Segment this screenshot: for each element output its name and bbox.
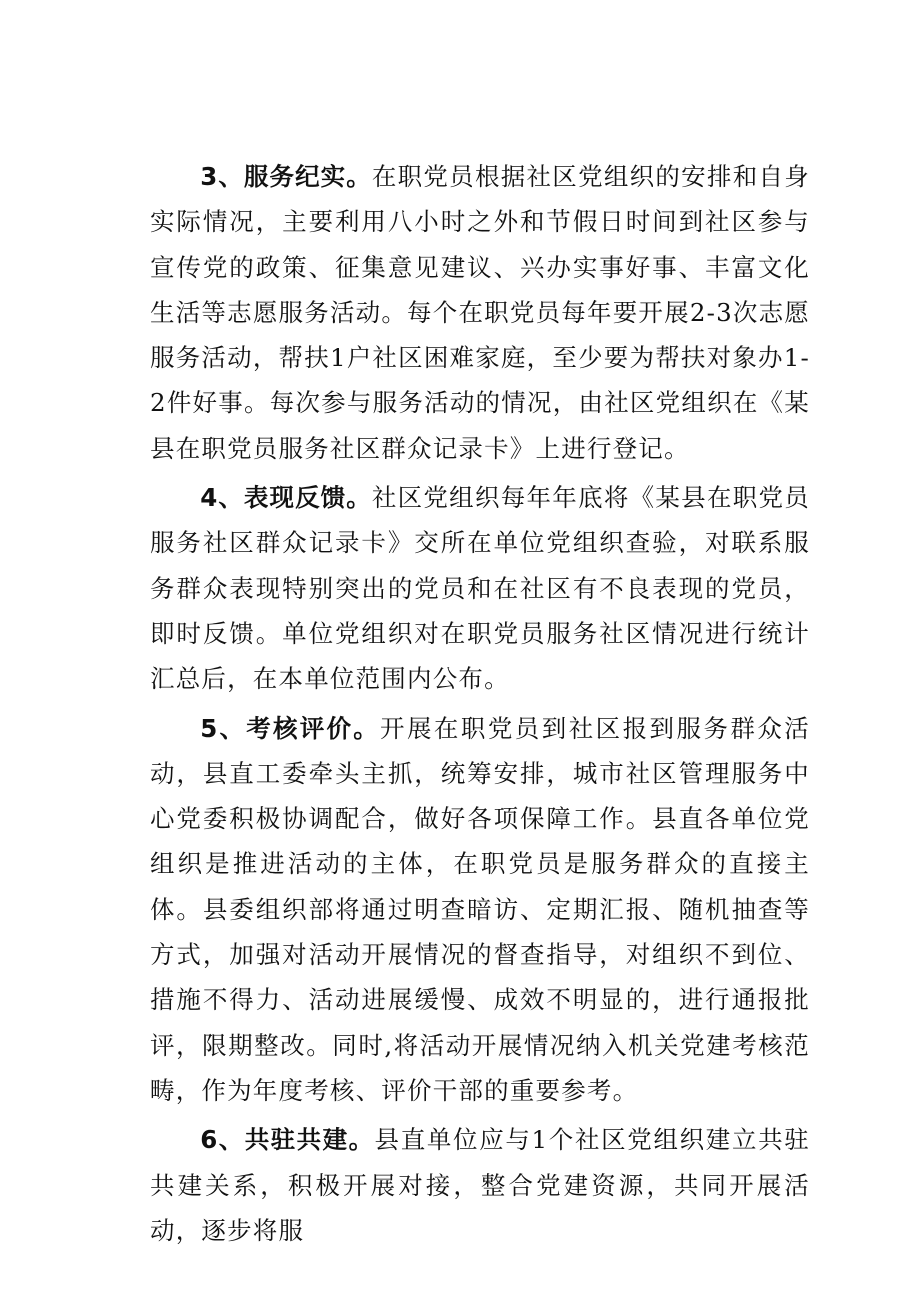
- paragraph-assessment: [150, 706, 810, 1114]
- paragraph-text: 社区党组织每年年底将《某县在职党员服务社区群众记录卡》交所在单位党组织查验，对联系服务群众表现特别突出的党员和在社区有不良表现的党员，即时反馈。单位党组织对在职党员服务社区情况进行统计汇总后，在本单位范围内公布。: [150, 483, 810, 694]
- paragraph-heading: 4、表现反馈。: [200, 483, 372, 513]
- paragraph-text: 县直单位应与1个社区党组织建立共驻共建关系，积极开展对接，整合党建资源，共同开展活动，逐步将服: [150, 1125, 811, 1245]
- paragraph-service-record: [150, 154, 810, 471]
- paragraph-heading: 3、服务纪实。: [200, 162, 372, 191]
- document-body: [150, 154, 810, 1257]
- paragraph-text: 在职党员根据社区党组织的安排和自身实际情况，主要利用八小时之外和节假日时间到社区参与宣传党的政策、征集意见建议、兴办实事好事、丰富文化生活等志愿服务活动。每个在职党员每年要开展2-3次志愿服务活动，帮扶1户社区困难家庭，至少要为帮扶对象办1-2件好事。每次参与服务活动的情况，由社区党组织在《某县在职党员服务社区群众记录卡》上进行登记。: [150, 162, 810, 463]
- paragraph-performance-feedback: [150, 475, 810, 701]
- paragraph-text: 开展在职党员到社区报到服务群众活动，县直工委牵头主抓，统筹安排，城市社区管理服务中心党委积极协调配合，做好各项保障工作。县直各单位党组织是推进活动的主体，在职党员是服务群众的直接主体。县委组织部将通过明查暗访、定期汇报、随机抽查等方式，加强对活动开展情况的督查指导，对组织不到位、措施不得力、活动进展缓慢、成效不明显的，进行通报批评，限期整改。同时,将活动开展情况纳入机关党建考核范畴，作为年度考核、评价干部的重要参考。: [150, 713, 811, 1105]
- paragraph-heading: 6、共驻共建。: [200, 1125, 375, 1155]
- paragraph-heading: 5、考核评价。: [200, 713, 381, 743]
- paragraph-co-building: [150, 1117, 810, 1253]
